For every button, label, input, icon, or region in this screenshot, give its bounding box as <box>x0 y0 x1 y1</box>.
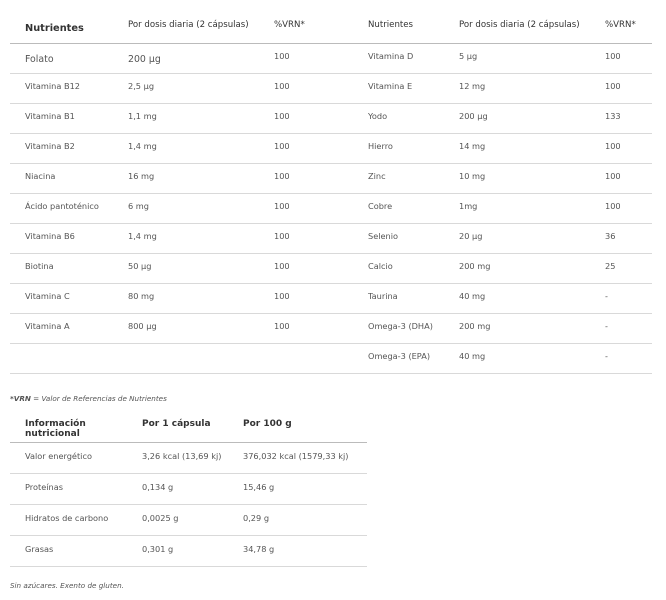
table-cell: Selenio <box>368 223 459 253</box>
header-vrn-2: %VRN* <box>605 13 652 43</box>
table-cell: - <box>605 313 652 343</box>
table-cell: 34,78 g <box>243 535 367 566</box>
header-nutrientes-2: Nutrientes <box>368 13 459 43</box>
table-cell: 14 mg <box>459 133 605 163</box>
header-nutrientes: Nutrientes <box>10 13 128 43</box>
table-cell: 800 µg <box>128 313 274 343</box>
table-cell: 5 µg <box>459 43 605 73</box>
table-cell: 100 <box>274 133 368 163</box>
table-cell: 376,032 kcal (1579,33 kj) <box>243 442 367 473</box>
table-cell: 100 <box>274 223 368 253</box>
vrn-abbr: *VRN <box>10 394 31 403</box>
table-cell: 40 mg <box>459 343 605 373</box>
table-row <box>10 442 367 473</box>
table-cell: Valor energético <box>10 442 142 473</box>
header-dosis: Por dosis diaria (2 cápsulas) <box>128 13 274 43</box>
table-cell: 100 <box>274 73 368 103</box>
table-cell: Vitamina A <box>10 313 128 343</box>
table-row <box>10 103 652 133</box>
table-cell: 36 <box>605 223 652 253</box>
table-row <box>10 133 652 163</box>
table-cell: 0,29 g <box>243 504 367 535</box>
table-cell: Biotina <box>10 253 128 283</box>
table-row <box>10 43 652 73</box>
table-row <box>10 283 652 313</box>
table-cell: 100 <box>605 43 652 73</box>
table-cell: 10 mg <box>459 163 605 193</box>
table-cell: Vitamina B12 <box>10 73 128 103</box>
table-cell: 15,46 g <box>243 473 367 504</box>
vrn-footnote <box>10 394 167 403</box>
table-cell: 100 <box>274 193 368 223</box>
table-cell: 3,26 kcal (13,69 kj) <box>142 442 243 473</box>
table-cell: 0,0025 g <box>142 504 243 535</box>
vrn-definition: = Valor de Referencias de Nutrientes <box>30 394 167 403</box>
table-cell: - <box>605 283 652 313</box>
table-row <box>10 253 652 283</box>
table-cell: 100 <box>274 43 368 73</box>
table-cell: 0,301 g <box>142 535 243 566</box>
header-per-100g: Por 100 g <box>243 412 367 442</box>
table-cell: 200 µg <box>128 43 274 73</box>
table-cell: 100 <box>274 283 368 313</box>
table-cell: - <box>605 343 652 373</box>
table-cell: Cobre <box>368 193 459 223</box>
table-cell: 100 <box>605 133 652 163</box>
table-row <box>10 223 652 253</box>
table-cell: Yodo <box>368 103 459 133</box>
table-cell: 0,134 g <box>142 473 243 504</box>
table-cell: 200 mg <box>459 313 605 343</box>
header-per-capsule: Por 1 cápsula <box>142 412 243 442</box>
table-cell: 1mg <box>459 193 605 223</box>
nutrition-info-table <box>10 412 367 567</box>
table-row <box>10 163 652 193</box>
table-row <box>10 535 367 566</box>
table-cell: Omega-3 (EPA) <box>368 343 459 373</box>
table-cell: 50 µg <box>128 253 274 283</box>
table-cell: 100 <box>605 163 652 193</box>
table-cell: 100 <box>274 253 368 283</box>
table-cell: Calcio <box>368 253 459 283</box>
table-row <box>10 193 652 223</box>
table-cell: 100 <box>274 313 368 343</box>
info-header-row <box>10 412 367 442</box>
table-cell: Vitamina B6 <box>10 223 128 253</box>
table-cell: 12 mg <box>459 73 605 103</box>
table-cell <box>274 343 368 373</box>
table-cell: 6 mg <box>128 193 274 223</box>
table-cell: Grasas <box>10 535 142 566</box>
table-cell: Proteínas <box>10 473 142 504</box>
table-cell: Niacina <box>10 163 128 193</box>
table-cell: 100 <box>274 163 368 193</box>
nutrients-table <box>10 13 652 374</box>
table-cell: Vitamina E <box>368 73 459 103</box>
table-cell: 20 µg <box>459 223 605 253</box>
table-row <box>10 504 367 535</box>
header-info: Información nutricional <box>10 412 142 442</box>
table-cell: Taurina <box>368 283 459 313</box>
table-row <box>10 313 652 343</box>
table-cell: Zinc <box>368 163 459 193</box>
table-cell: 16 mg <box>128 163 274 193</box>
table-cell: Hidratos de carbono <box>10 504 142 535</box>
table-cell: Hierro <box>368 133 459 163</box>
table-row <box>10 473 367 504</box>
table-cell: Folato <box>10 43 128 73</box>
table-cell: 40 mg <box>459 283 605 313</box>
table-cell: 200 mg <box>459 253 605 283</box>
header-vrn: %VRN* <box>274 13 368 43</box>
table-cell: 2,5 µg <box>128 73 274 103</box>
table-cell: 100 <box>605 73 652 103</box>
header-dosis-2: Por dosis diaria (2 cápsulas) <box>459 13 605 43</box>
table-cell: 1,4 mg <box>128 133 274 163</box>
nutrients-header-row <box>10 13 652 43</box>
table-cell: 100 <box>605 193 652 223</box>
table-cell: 1,1 mg <box>128 103 274 133</box>
table-cell: 80 mg <box>128 283 274 313</box>
table-cell: Omega-3 (DHA) <box>368 313 459 343</box>
table-cell: 100 <box>274 103 368 133</box>
table-cell: Vitamina B1 <box>10 103 128 133</box>
table-cell: Vitamina C <box>10 283 128 313</box>
table-row <box>10 73 652 103</box>
table-row <box>10 343 652 373</box>
table-cell: 1,4 mg <box>128 223 274 253</box>
table-cell: Vitamina D <box>368 43 459 73</box>
table-cell: 133 <box>605 103 652 133</box>
table-cell <box>128 343 274 373</box>
table-cell <box>10 343 128 373</box>
table-cell: Vitamina B2 <box>10 133 128 163</box>
table-cell: 25 <box>605 253 652 283</box>
gluten-sugar-note: Sin azúcares. Exento de gluten. <box>10 581 124 590</box>
table-cell: Ácido pantoténico <box>10 193 128 223</box>
table-cell: 200 µg <box>459 103 605 133</box>
